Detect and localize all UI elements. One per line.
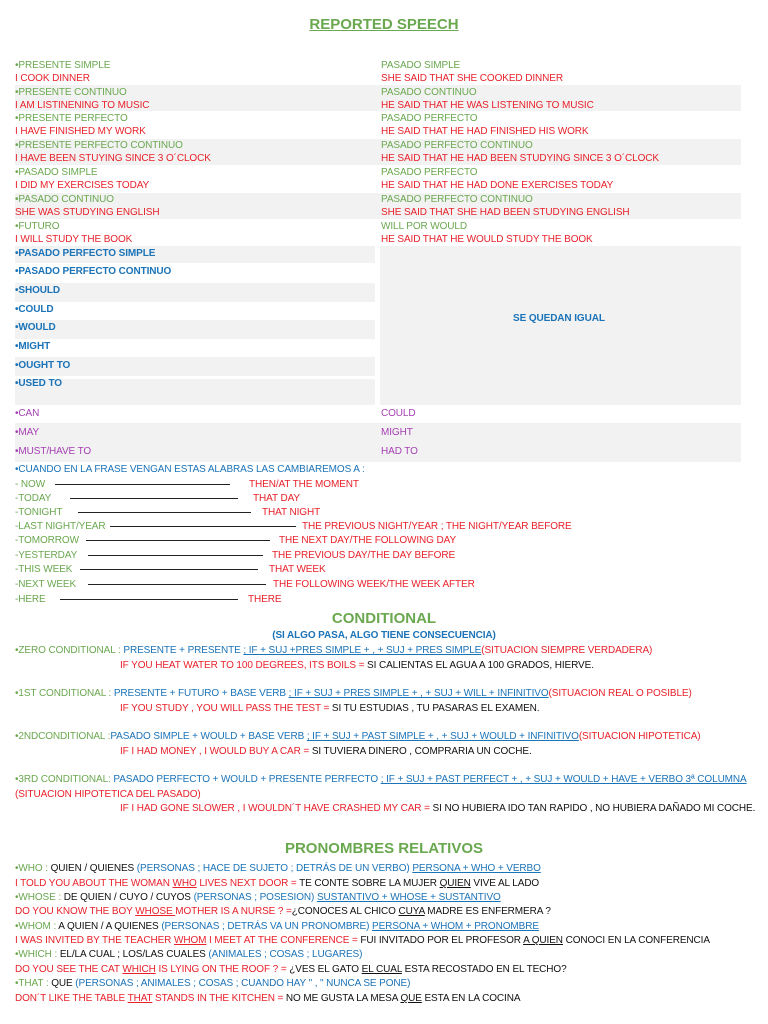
- tense-example: I AM LISTINENING TO MUSIC: [15, 100, 150, 111]
- rel-label: •WHO :: [15, 863, 51, 874]
- modal-from: •MAY: [15, 427, 40, 438]
- section-title-conditional: CONDITIONAL: [331, 610, 437, 627]
- arrow-line: [110, 526, 296, 527]
- same-item: •PASADO PERFECTO SIMPLE: [15, 248, 156, 259]
- rel-translation-keyword: CUYA: [398, 906, 425, 917]
- time-from: -LAST NIGHT/YEAR: [15, 521, 106, 532]
- tense-from: •FUTURO: [15, 221, 60, 232]
- rel-meaning: A QUIEN / A QUIENES: [58, 921, 162, 932]
- same-label: SE QUEDAN IGUAL: [513, 313, 605, 324]
- rel-formula: PERSONA + WHO + VERBO: [412, 863, 541, 874]
- rel-meaning: QUIEN / QUIENES: [50, 863, 137, 874]
- rel-translation: FUI INVITADO POR EL PROFESOR: [360, 935, 524, 946]
- time-to: THERE: [248, 594, 282, 605]
- rel-meaning: EL/LA CUAL ; LOS/LAS CUALES: [59, 949, 209, 960]
- reported-example: HE SAID THAT HE WAS LISTENING TO MUSIC: [381, 100, 594, 111]
- tense-from: •PASADO CONTINUO: [15, 194, 114, 205]
- row-gap: [15, 302, 375, 320]
- tense-example: I DID MY EXERCISES TODAY: [15, 180, 150, 191]
- tense-example: I HAVE BEEN STUYING SINCE 3 O´CLOCK: [15, 153, 211, 164]
- reported-example: HE SAID THAT HE HAD BEEN STUDYING SINCE 3 O´CLOCK: [381, 153, 659, 164]
- tense-to: PASADO PERFECTO CONTINUO: [381, 140, 533, 151]
- rel-note: (ANIMALES ; COSAS ; LUGARES): [208, 949, 363, 960]
- conditional-subtitle: (SI ALGO PASA, ALGO TIENE CONSECUENCIA): [272, 630, 496, 641]
- page-title: REPORTED SPEECH: [309, 16, 459, 33]
- cond-structure: ; IF + SUJ +PRES SIMPLE + , + SUJ + PRES SIMPLE: [243, 645, 482, 656]
- rel-label: •WHOM :: [15, 921, 59, 932]
- tense-example: SHE WAS STUDYING ENGLISH: [15, 207, 160, 218]
- modal-to: COULD: [381, 408, 416, 419]
- relative-that-example: [15, 993, 520, 1005]
- tense-to: PASADO CONTINUO: [381, 87, 477, 98]
- cond-translation: SI TU ESTUDIAS , TU PASARAS EL EXAMEN.: [331, 703, 540, 714]
- relative-whose: [15, 892, 501, 904]
- arrow-line: [80, 569, 258, 570]
- rel-keyword: WHICH: [122, 964, 156, 975]
- modal-to: HAD TO: [381, 446, 418, 457]
- tense-example: I COOK DINNER: [15, 73, 90, 84]
- relative-which-example: [15, 964, 567, 976]
- rel-example: MOTHER IS A NURSE ? =: [175, 906, 292, 917]
- rel-example: I TOLD YOU ABOUT THE WOMAN: [15, 878, 173, 889]
- tense-example: I HAVE FINISHED MY WORK: [15, 126, 146, 137]
- same-item: •WOULD: [15, 322, 56, 333]
- arrow-line: [88, 555, 263, 556]
- cond-label: •ZERO CONDITIONAL :: [15, 645, 124, 656]
- cond-structure: ; IF + SUJ + PAST PERFECT + , + SUJ + WOULD + HAVE + VERBO 3ª COLUMNA: [380, 774, 747, 785]
- arrow-line: [86, 540, 270, 541]
- cond-formula: PASADO SIMPLE + WOULD + BASE VERB: [110, 731, 307, 742]
- row-gap: [15, 405, 741, 423]
- rel-translation: TE CONTE SOBRE LA MUJER: [299, 878, 440, 889]
- rel-example: STANDS IN THE KITCHEN =: [152, 993, 286, 1004]
- rel-keyword: WHOM: [174, 935, 207, 946]
- cond-note: (SITUACION HIPOTETICA DEL PASADO): [15, 789, 201, 800]
- first-example: [120, 703, 539, 715]
- rel-label: •WHICH :: [15, 949, 60, 960]
- relative-which: [15, 949, 362, 961]
- rel-label: •WHOSE :: [15, 892, 64, 903]
- row-gap: [15, 339, 375, 357]
- tense-from: •PRESENTE PERFECTO CONTINUO: [15, 140, 183, 151]
- rel-example: I MEET AT THE CONFERENCE =: [206, 935, 361, 946]
- time-from: -TONIGHT: [15, 507, 63, 518]
- section-title-relatives: PRONOMBRES RELATIVOS: [284, 840, 484, 857]
- arrow-line: [55, 484, 230, 485]
- rel-translation: ESTA EN LA COCINA: [421, 993, 521, 1004]
- reported-example: SHE SAID THAT SHE HAD BEEN STUDYING ENGLISH: [381, 207, 630, 218]
- rel-note: (PERSONAS ; HACE DE SUJETO ; DETRÁS DE UN VERBO): [136, 863, 413, 874]
- row-band: [15, 442, 741, 462]
- time-to: THAT WEEK: [269, 564, 326, 575]
- same-item: •COULD: [15, 304, 54, 315]
- cond-example: IF I HAD GONE SLOWER , I WOULDN´T HAVE CRASHED MY CAR =: [120, 803, 433, 814]
- third-conditional: [15, 774, 747, 786]
- rel-formula: PERSONA + WHOM + PRONOMBRE: [372, 921, 539, 932]
- tense-from: •PASADO SIMPLE: [15, 167, 98, 178]
- second-example: [120, 746, 532, 758]
- same-item: •USED TO: [15, 378, 62, 389]
- cond-formula: PRESENTE + FUTURO + BASE VERB: [113, 688, 289, 699]
- rel-note: (PERSONAS ; POSESION): [193, 892, 317, 903]
- modal-from: •MUST/HAVE TO: [15, 446, 92, 457]
- rel-example: LIVES NEXT DOOR =: [196, 878, 300, 889]
- rel-translation: ¿VES EL GATO: [289, 964, 362, 975]
- time-from: -TOMORROW: [15, 535, 79, 546]
- tense-to: PASADO SIMPLE: [381, 60, 461, 71]
- rel-translation-keyword: A QUIEN: [523, 935, 563, 946]
- time-from: -NEXT WEEK: [15, 579, 77, 590]
- tense-example: I WILL STUDY THE BOOK: [15, 234, 133, 245]
- time-intro: •CUANDO EN LA FRASE VENGAN ESTAS ALABRAS LAS CAMBIAREMOS A :: [15, 464, 365, 475]
- same-item: •OUGHT TO: [15, 360, 71, 371]
- same-item: •SHOULD: [15, 285, 61, 296]
- rel-translation-keyword: QUIEN: [439, 878, 471, 889]
- reported-example: SHE SAID THAT SHE COOKED DINNER: [381, 73, 563, 84]
- reported-example: HE SAID THAT HE WOULD STUDY THE BOOK: [381, 234, 593, 245]
- cond-structure: ; IF + SUJ + PAST SIMPLE + , + SUJ + WOULD + INFINITIVO: [306, 731, 579, 742]
- time-from: -THIS WEEK: [15, 564, 73, 575]
- rel-example: I WAS INVITED BY THE TEACHER: [15, 935, 174, 946]
- time-to: THAT DAY: [253, 493, 300, 504]
- tense-from: •PRESENTE CONTINUO: [15, 87, 127, 98]
- cond-formula: PASADO PERFECTO + WOULD + PRESENTE PERFECTO: [113, 774, 381, 785]
- arrow-line: [78, 512, 251, 513]
- modal-from: •CAN: [15, 408, 40, 419]
- cond-note: (SITUACION SIEMPRE VERDADERA): [481, 645, 653, 656]
- same-item: •PASADO PERFECTO CONTINUO: [15, 266, 172, 277]
- cond-structure: ; IF + SUJ + PRES SIMPLE + , + SUJ + WILL + INFINITIVO: [288, 688, 549, 699]
- zero-conditional: [15, 645, 652, 657]
- cond-note: (SITUACION REAL O POSIBLE): [548, 688, 692, 699]
- rel-translation: VIVE AL LADO: [470, 878, 540, 889]
- same-item: •MIGHT: [15, 341, 51, 352]
- cond-translation: SI TUVIERA DINERO , COMPRARIA UN COCHE.: [311, 746, 532, 757]
- rel-note: (PERSONAS ; DETRÁS VA UN PRONOMBRE): [161, 921, 373, 932]
- tense-from: •PRESENTE SIMPLE: [15, 60, 111, 71]
- tense-from: •PRESENTE PERFECTO: [15, 113, 128, 124]
- rel-formula: SUSTANTIVO + WHOSE + SUSTANTIVO: [316, 892, 501, 903]
- modal-to: MIGHT: [381, 427, 413, 438]
- arrow-line: [60, 599, 238, 600]
- rel-translation: CONOCI EN LA CONFERENCIA: [562, 935, 710, 946]
- time-from: -YESTERDAY: [15, 550, 78, 561]
- rel-meaning: DE QUIEN / CUYO / CUYOS: [63, 892, 194, 903]
- rel-keyword: WHOSE: [135, 906, 176, 917]
- reported-example: HE SAID THAT HE HAD DONE EXERCISES TODAY: [381, 180, 614, 191]
- cond-formula: PRESENTE + PRESENTE: [123, 645, 244, 656]
- cond-label: •1ST CONDITIONAL :: [15, 688, 114, 699]
- cond-example: IF YOU STUDY , YOU WILL PASS THE TEST =: [120, 703, 332, 714]
- rel-translation-keyword: QUE: [400, 993, 422, 1004]
- second-conditional: [15, 731, 701, 743]
- time-from: - NOW: [15, 479, 46, 490]
- rel-translation: ESTA RECOSTADO EN EL TECHO?: [401, 964, 567, 975]
- relative-who-example: [15, 878, 539, 890]
- zero-example: [120, 660, 594, 672]
- time-to: THAT NIGHT: [262, 507, 321, 518]
- time-to: THE PREVIOUS NIGHT/YEAR ; THE NIGHT/YEAR BEFORE: [302, 521, 572, 532]
- tense-to: PASADO PERFECTO: [381, 167, 478, 178]
- cond-example: IF YOU HEAT WATER TO 100 DEGREES, ITS BOILS =: [120, 660, 368, 671]
- time-from: -HERE: [15, 594, 46, 605]
- first-conditional: [15, 688, 692, 700]
- arrow-line: [70, 498, 238, 499]
- relative-who: [15, 863, 541, 875]
- col-gap: [375, 246, 380, 406]
- row-gap: [15, 376, 375, 379]
- cond-translation: SI NO HUBIERA IDO TAN RAPIDO , NO HUBIERA DAÑADO MI COCHE.: [432, 803, 756, 814]
- relative-whom-example: [15, 935, 710, 947]
- rel-example: DO YOU KNOW THE BOY: [15, 906, 136, 917]
- rel-label: •THAT :: [15, 978, 52, 989]
- tense-to: WILL POR WOULD: [381, 221, 468, 232]
- tense-to: PASADO PERFECTO: [381, 113, 478, 124]
- reported-example: HE SAID THAT HE HAD FINISHED HIS WORK: [381, 126, 589, 137]
- arrow-line: [88, 584, 266, 585]
- cond-label: •3RD CONDITIONAL:: [15, 774, 114, 785]
- relative-whom: [15, 921, 539, 933]
- relative-whose-example: [15, 906, 551, 918]
- rel-example: IS LYING ON THE ROOF ? =: [155, 964, 290, 975]
- time-to: THE FOLLOWING WEEK/THE WEEK AFTER: [273, 579, 475, 590]
- rel-translation: MADRE ES ENFERMERA ?: [424, 906, 551, 917]
- tense-to: PASADO PERFECTO CONTINUO: [381, 194, 533, 205]
- cond-example: IF I HAD MONEY , I WOULD BUY A CAR =: [120, 746, 312, 757]
- rel-example: DON´T LIKE THE TABLE: [15, 993, 128, 1004]
- time-from: -TODAY: [15, 493, 52, 504]
- rel-keyword: THAT: [127, 993, 153, 1004]
- rel-translation: NO ME GUSTA LA MESA: [285, 993, 401, 1004]
- cond-label: •2NDCONDITIONAL :: [15, 731, 111, 742]
- rel-example: DO YOU SEE THE CAT: [15, 964, 123, 975]
- time-to: THEN/AT THE MOMENT: [249, 479, 359, 490]
- rel-keyword: WHO: [172, 878, 197, 889]
- rel-translation: ¿CONOCES AL CHICO: [291, 906, 399, 917]
- time-to: THE NEXT DAY/THE FOLLOWING DAY: [279, 535, 457, 546]
- third-example: [120, 803, 755, 815]
- time-to: THE PREVIOUS DAY/THE DAY BEFORE: [272, 550, 456, 561]
- rel-meaning: QUE: [51, 978, 76, 989]
- relative-that: [15, 978, 410, 990]
- cond-translation: SI CALIENTAS EL AGUA A 100 GRADOS, HIERVE.: [367, 660, 594, 671]
- rel-translation-keyword: EL CUAL: [361, 964, 402, 975]
- rel-note: (PERSONAS ; ANIMALES ; COSAS ; CUANDO HAY " , " NUNCA SE PONE): [75, 978, 411, 989]
- cond-note: (SITUACION HIPOTETICA): [578, 731, 701, 742]
